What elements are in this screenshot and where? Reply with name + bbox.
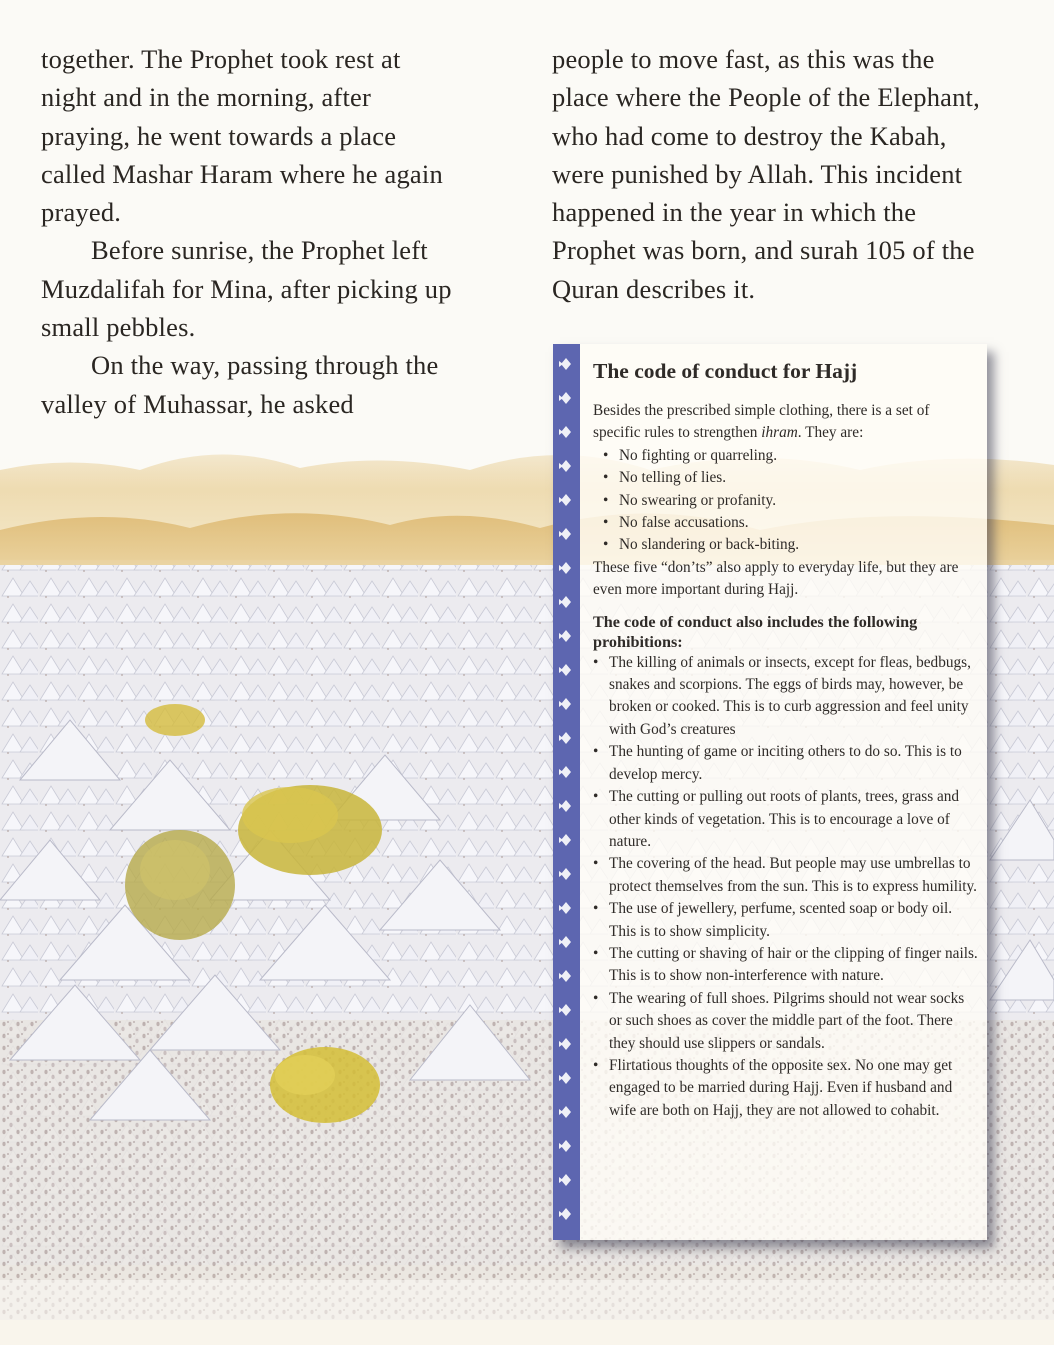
flower-motif-icon — [559, 800, 571, 812]
left-paragraph-1: together. The Prophet took rest at night and in the morning, after praying, he went towards a place called Mashar Haram where he again prayed. — [41, 44, 443, 228]
flower-motif-icon — [559, 868, 571, 880]
flower-motif-icon — [559, 392, 571, 404]
flower-motif-icon — [559, 698, 571, 710]
flower-motif-icon — [559, 1140, 571, 1152]
flower-motif-icon — [559, 630, 571, 642]
flower-motif-icon — [559, 1004, 571, 1016]
flower-motif-icon — [559, 664, 571, 676]
donts-item: • No fighting or quarreling. — [593, 445, 979, 467]
donts-item: • No telling of lies. — [593, 467, 979, 489]
flower-motif-icon — [559, 1106, 571, 1118]
donts-note: These five “don’ts” also apply to everyday life, but they are even more important during Hajj. — [593, 558, 959, 599]
decorative-floral-border — [553, 344, 580, 1240]
flower-motif-icon — [559, 596, 571, 608]
flower-motif-icon — [559, 936, 571, 948]
prohibition-item: • Flirtatious thoughts of the opposite sex. No one may get engaged to be married during Hajj. Even if husband and wife are both on Hajj, they are not allowed to cohabit. — [593, 1055, 979, 1122]
left-text-column — [41, 40, 461, 423]
prohibition-item: • The cutting or pulling out roots of plants, trees, grass and other kinds of vegetation. This is to encourage a love of nature. — [593, 786, 979, 853]
flower-motif-icon — [559, 766, 571, 778]
left-paragraph-3: On the way, passing through the valley of Muhassar, he asked — [41, 350, 439, 419]
donts-item: • No swearing or profanity. — [593, 490, 979, 512]
flower-motif-icon — [559, 1072, 571, 1084]
prohibitions-heading: The code of conduct also includes the following prohibitions: — [593, 612, 918, 651]
left-paragraph-2: Before sunrise, the Prophet left Muzdalifah for Mina, after picking up small pebbles. — [41, 235, 452, 343]
prohibition-item: • The covering of the head. But people may use umbrellas to protect themselves from the sun. This is to express humility. — [593, 853, 979, 898]
flower-motif-icon — [559, 528, 571, 540]
box-title: The code of conduct for Hajj — [593, 359, 858, 383]
flower-motif-icon — [559, 834, 571, 846]
flower-motif-icon — [559, 1038, 571, 1050]
flower-motif-icon — [559, 426, 571, 438]
flower-motif-icon — [559, 1174, 571, 1186]
flower-motif-icon — [559, 358, 571, 370]
prohibitions-list — [593, 652, 979, 1123]
prohibition-item: • The killing of animals or insects, except for fleas, bedbugs, snakes and scorpions. The eggs of birds may, however, be broken or cooked. This is to curb aggression and feel unity with God’s creatures — [593, 652, 979, 742]
prohibition-item: • The hunting of game or inciting others to do so. This is to develop mercy. — [593, 741, 979, 786]
prohibition-item: • The cutting or shaving of hair or the clipping of finger nails. This is to show non-interference with nature. — [593, 943, 979, 988]
flower-motif-icon — [559, 902, 571, 914]
flower-motif-icon — [559, 460, 571, 472]
prohibition-item: • The use of jewellery, perfume, scented soap or body oil. This is to show simplicity. — [593, 898, 979, 943]
donts-list — [593, 445, 979, 557]
donts-item: • No false accusations. — [593, 512, 979, 534]
flower-motif-icon — [559, 970, 571, 982]
flower-motif-icon — [559, 1208, 571, 1220]
code-of-conduct-box — [553, 344, 987, 1240]
box-intro: Besides the prescribed simple clothing, there is a set of specific rules to strengthen ihram. They are: — [593, 402, 930, 442]
flower-motif-icon — [559, 494, 571, 506]
flower-motif-icon — [559, 562, 571, 574]
right-paragraph-1: people to move fast, as this was the place where the People of the Elephant, who had come to destroy the Kabah, were punished by Allah. This incident happened in the year in which the Prophet was born, and surah 105 of the Quran describes it. — [552, 44, 980, 304]
donts-item: • No slandering or back-biting. — [593, 534, 979, 556]
flower-motif-icon — [559, 732, 571, 744]
right-text-column — [552, 40, 992, 308]
prohibition-item: • The wearing of full shoes. Pilgrims should not wear socks or such shoes as cover the middle part of the foot. There they should use slippers or sandals. — [593, 988, 979, 1055]
